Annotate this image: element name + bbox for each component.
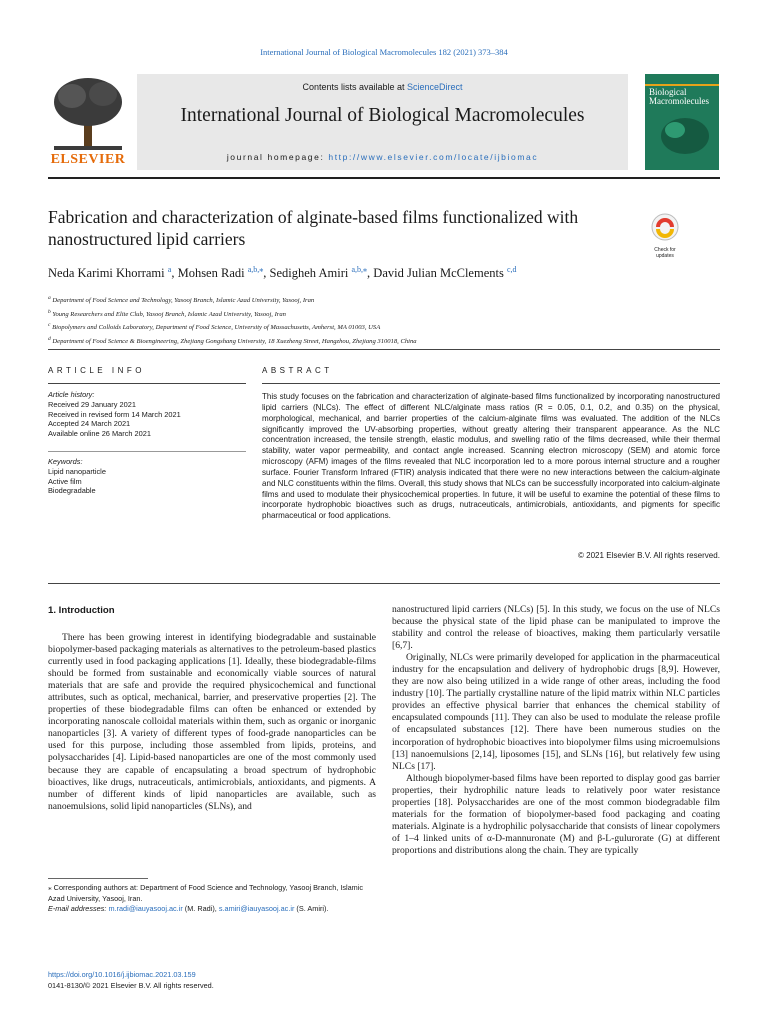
affiliation-rule (48, 349, 720, 350)
keywords (48, 457, 248, 496)
section-heading-introduction: 1. Introduction (48, 605, 115, 616)
contents-line (137, 82, 628, 92)
email-link[interactable]: s.amiri@iauyasooj.ac.ir (218, 904, 295, 913)
history-received: Received 29 January 2021 (48, 399, 136, 409)
elsevier-wordmark: ELSEVIER (50, 152, 126, 167)
keyword: Active film (48, 476, 82, 486)
affiliation-list (48, 293, 728, 348)
affiliation: $^c$ Biopolymers and Colloids Laboratory, Department of Food Science, University of Massachusetts, Amherst, MA 01003, USA (48, 322, 381, 332)
body-paragraph: Although biopolymer-based films have been reported to display good gas barrier properties, their hydrophilic nature leads to relatively poor water resistance properties [18]. Polysaccharides are one of the most common biodegradable film materials for the formation of biopolymer-based food packaging and coating materials. Alginate is a hydrophilic polysaccharide that consists of linear copolymers of 1–4 linked units of α-D-mannuronate (M) and β-L-gulurorate (G) at different proportions and distributions along the chain. They are typically (392, 772, 720, 856)
abstract-bottom-rule (48, 583, 720, 584)
abstract-rule (262, 383, 720, 384)
keyword: Lipid nanoparticle (48, 466, 106, 476)
homepage-link[interactable]: http://www.elsevier.com/locate/ijbiomac (328, 152, 539, 162)
author-list: Neda Karimi Khorrami $^a$, Mohsen Radi $^{a,b,⁎}$, Sedigheh Amiri $^{a,b,⁎}$, David Julian McClements $^{c,d}$ (48, 265, 517, 281)
history-online: Available online 26 March 2021 (48, 429, 151, 439)
abstract-text: This study focuses on the fabrication and characterization of alginate-based films functionalized by incorporating nanostructured lipid carriers (NLCs). The effect of different NLC/alginate mass ratios (R = 0.05, 0.1, 0.2, and 0.35) on the physical, morphological, mechanical, and barrier properties of the calcium-alginate films was evaluated. The addition of the NLCs significantly improved the UV-absorbing properties, without greatly altering their transparent appearance. As the NLC concentration increased, the tensile strength, elastic modulus, and swelling ratio of the films decreased, while their thermal stability, water vapor permeability, and contact angle increased. Scanning electron microscopy (SEM) and atomic force microscopy (AFM) images of the films revealed that NLC incorporation led to a more porous internal structure and a rougher surface. Fourier Transform Infrared (FTIR) analysis indicated that there were no new interactions between the calcium-alginate and NLC constituents within the films. Overall, this study shows that NLCs can be successfully incorporated into calcium-alginate films and used to modulate their physicochemical properties. In future, it will be useful to examine the potential of these films to incorporate hydrophobic bioactives such as drugs, nutraceuticals, antimicrobials, antioxidants, and pigments for specific pharmaceutical or food applications. (262, 392, 720, 521)
body-right-column (392, 604, 720, 857)
keywords-rule (48, 451, 246, 452)
history-revised: Received in revised form 14 March 2021 (48, 409, 181, 419)
corresponding-footnote (48, 883, 376, 915)
email-addresses: E-mail addresses: m.radi@iauyasooj.ac.ir (M. Radi), s.amiri@iauyasooj.ac.ir (S. Amiri). (48, 904, 329, 913)
affiliation: $^b$ Young Researchers and Elite Club, Yasooj Branch, Islamic Azad University, Yasooj, Iran (48, 308, 286, 318)
journal-citation[interactable]: International Journal of Biological Macromolecules 182 (2021) 373–384 (260, 47, 508, 57)
contents-prefix: Contents lists available at (302, 82, 408, 92)
keywords-label: Keywords: (48, 457, 83, 466)
abstract-heading: ABSTRACT (262, 366, 333, 375)
issn-line: 0141-8130/© 2021 Elsevier B.V. All rights reserved. (48, 980, 214, 990)
cover-title-line-2: Macromolecules (649, 96, 709, 106)
author[interactable]: Sedigheh Amiri $^{a,b,⁎}$ (269, 265, 368, 281)
article-info-heading: ARTICLE INFO (48, 366, 145, 375)
history-accepted: Accepted 24 March 2021 (48, 419, 131, 429)
journal-title: International Journal of Biological Macromolecules (180, 105, 585, 126)
author[interactable]: Neda Karimi Khorrami $^a$ (48, 265, 172, 281)
abstract-copyright: © 2021 Elsevier B.V. All rights reserved. (577, 551, 720, 560)
author[interactable]: Mohsen Radi $^{a,b,⁎}$ (177, 265, 264, 281)
body-paragraph: Originally, NLCs were primarily developed for application in the pharmaceutical industry for the encapsulation and delivery of hydrophobic drugs [8,9]. However, they are now also being utilized in a wide range of other areas, including the food industry [10]. The partially crystalline nature of the lipid matrix within NLC particles provides an effective physical barrier that enhances the chemical stability of encapsulated compounds [11]. They can also be used to modulate the release profile of encapsulated substances [12]. There have been numerous studies on the incorporation of hydrophobic bioactives into biopolymer films using microemulsions [13] nanoemulsions [2,14], liposomes [15], and SLNs [16], but relatively few using NLCs [17]. (392, 652, 720, 772)
history-label: Article history: (48, 390, 95, 399)
body-paragraph: nanostructured lipid carriers (NLCs) [5]. In this study, we focus on the use of NLCs because the physical state of the lipid phase can be manipulated to improve the stability and control the release of bioactives, making them particularly versatile [6,7]. (392, 604, 720, 652)
affiliation: $^a$ Department of Food Science and Technology, Yasooj Branch, Islamic Azad University, Yasooj, Iran (48, 295, 315, 305)
article-title: Fabrication and characterization of alginate-based films functionalized with nanostructured lipid carriers (48, 207, 579, 249)
sciencedirect-link[interactable]: ScienceDirect (407, 82, 463, 92)
footnote-rule (48, 878, 148, 879)
homepage-prefix: journal homepage: (226, 152, 329, 162)
body-left-column (48, 632, 376, 813)
cover-title (649, 88, 709, 106)
keyword: Biodegradable (48, 486, 96, 496)
email-link[interactable]: m.radi@iauyasooj.ac.ir (108, 904, 183, 913)
check-updates-label: Check for updates (654, 247, 676, 259)
body-paragraph: There has been growing interest in identifying biodegradable and sustainable biopolymer-based packaging materials as alternatives to the petroleum-based plastics currently used in food packaging applications [1]. Ideally, these biodegradable-films should be formed from sustainable and economically viable sources of natural materials that are safe and provide the required physicochemical and functional attributes, such as optical, mechanical, barrier, and preservative properties [2]. The properties of these biodegradable films can often be enhanced or extended by incorporating nanoscale colloidal materials within them, such as organic or inorganic nanoparticles [3]. A variety of different types of food-grade nanoparticles can be used for this purpose, including those assembled from lipids, proteins, and polysaccharides [4]. Lipid-based nanoparticles are one of the most commonly used because they are capable of encapsulating a broad spectrum of hydrophobic bioactives, like drugs, nutraceuticals, antimicrobials, antioxidants, and pigments. A number of different kinds of lipid nanoparticles are available, such as nanoemulsions, solid lipid nanoparticles (SLNs), and (48, 632, 376, 812)
header-rule (48, 177, 720, 179)
article-history (48, 390, 248, 439)
author[interactable]: David Julian McClements $^{c,d}$ (373, 265, 517, 281)
doi-link[interactable]: https://doi.org/10.1016/j.ijbiomac.2021.03.159 (48, 970, 196, 979)
check-for-updates-badge[interactable] (648, 212, 682, 262)
corresponding-authors: ⁎ Corresponding authors at: Department of Food Science and Technology, Yasooj Branch, Islamic Azad University, Yasooj, Iran. (48, 883, 364, 903)
journal-homepage (137, 152, 628, 162)
affiliation: $^d$ Department of Food Science & Bioengineering, Zhejiang Gongshang University, 18 Xuezheng Street, Hangzhou, Zhejiang 310018, China (48, 336, 417, 346)
bottom-info (48, 970, 348, 991)
article-info-rule (48, 383, 246, 384)
cover-title-line-1: Biological (649, 87, 687, 97)
